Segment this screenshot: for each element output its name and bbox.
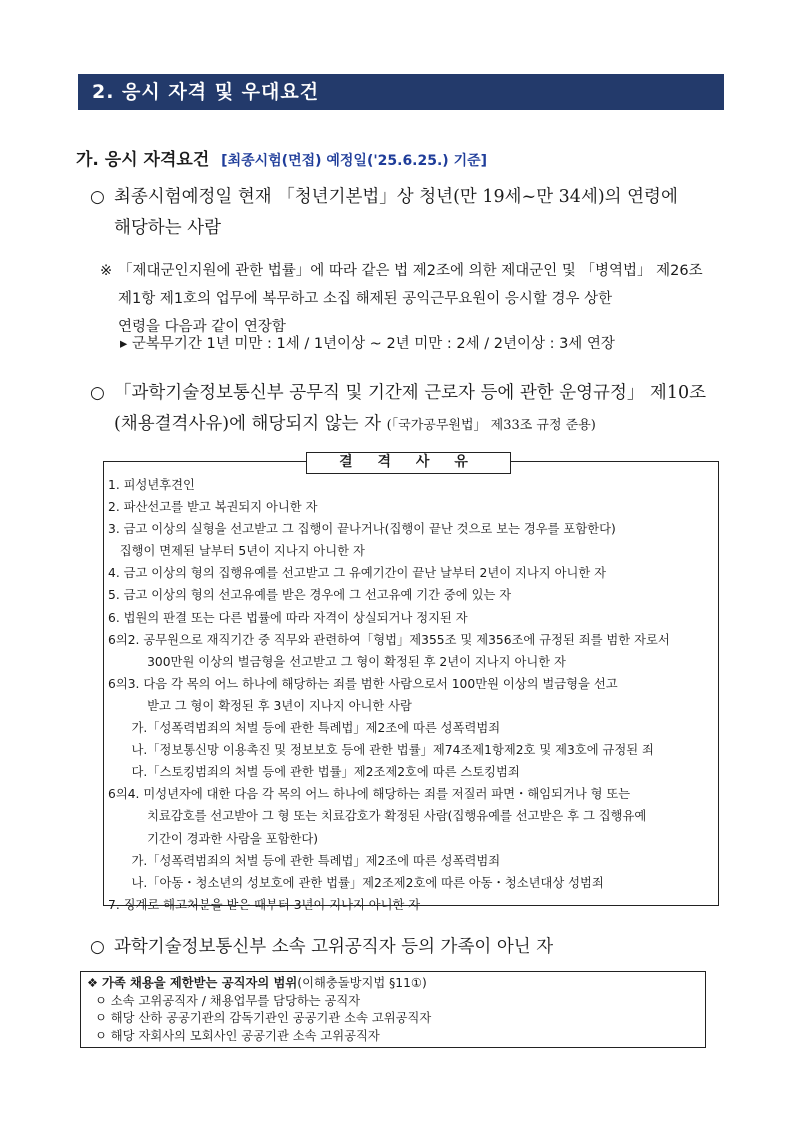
note-sub-item: ▸ 군복무기간 1년 미만 : 1세 / 1년이상 ~ 2년 미만 : 2세 / 2년이상 : 3세 연장 bbox=[120, 336, 615, 352]
disqualification-item: 나.「정보통신망 이용촉진 및 정보보호 등에 관한 법률」제74조제1항제2호 및 제3호에 규정된 죄 bbox=[108, 743, 654, 758]
disqualification-item: 5. 금고 이상의 형의 선고유예를 받은 경우에 그 선고유예 기간 중에 있는 자 bbox=[108, 588, 512, 603]
disqualification-item: 치료감호를 선고받아 그 형 또는 치료감호가 확정된 사람(집행유예를 선고받은 후 그 집행유예 bbox=[108, 809, 647, 824]
disqualification-item: 집행이 면제된 날부터 5년이 지나지 아니한 자 bbox=[108, 544, 365, 559]
veteran-note bbox=[100, 257, 730, 341]
bullet-family-restriction bbox=[90, 932, 730, 963]
reference-mark-icon: ※ bbox=[100, 263, 113, 279]
diamond-bullet-icon: ❖ bbox=[87, 976, 99, 990]
disqualification-item: 4. 금고 이상의 형의 집행유예를 선고받고 그 유예기간이 끝난 날부터 2년이 지나지 아니한 자 bbox=[108, 566, 607, 581]
disqualification-item: 6의4. 미성년자에 대한 다음 각 목의 어느 하나에 해당하는 죄를 저질러 파면・해임되거나 형 또는 bbox=[108, 787, 631, 802]
disqualification-item: 받고 그 형이 확정된 후 3년이 지나지 아니한 사람 bbox=[108, 698, 412, 713]
family-box-item: ㅇ 해당 산하 공공기관의 감독기관인 공공기관 소속 고위공직자 bbox=[95, 1011, 432, 1025]
family-restriction-box bbox=[80, 971, 706, 1048]
note-line-3: 연령을 다음과 같이 연장함 bbox=[118, 319, 286, 335]
sub-heading bbox=[76, 145, 487, 170]
disqualification-item: 다.「스토킹범죄의 처벌 등에 관한 법률」제2조제2호에 따른 스토킹범죄 bbox=[108, 765, 520, 780]
bullet-age-requirement bbox=[90, 182, 730, 244]
bullet-line-1: 최종시험예정일 현재 「청년기본법」상 청년(만 19세~만 34세)의 연령에 bbox=[114, 187, 678, 207]
disqualification-item: 6. 법원의 판결 또는 다른 법률에 따라 자격이 상실되거나 정지된 자 bbox=[108, 610, 468, 625]
sub-heading-title: 가. 응시 자격요건 bbox=[76, 150, 210, 170]
bullet-line-1: 과학기술정보통신부 소속 고위공직자 등의 가족이 아닌 자 bbox=[114, 937, 554, 957]
note-line-1: 「제대군인지원에 관한 법률」에 따라 같은 법 제2조에 의한 제대군인 및 「병역법」 제26조 bbox=[118, 263, 703, 279]
disqualification-item: 기간이 경과한 사람을 포함한다) bbox=[108, 831, 319, 846]
disqualification-item: 가.「성폭력범죄의 처벌 등에 관한 특례법」제2조에 따른 성폭력범죄 bbox=[108, 721, 501, 736]
family-box-heading-bold: 가족 채용을 제한받는 공직자의 범위 bbox=[101, 976, 298, 990]
bullet-line-2-note: (「국가공무원법」 제33조 규정 준용) bbox=[386, 418, 596, 433]
disqualification-item: 가.「성폭력범죄의 처벌 등에 관한 특례법」제2조에 따른 성폭력범죄 bbox=[108, 853, 501, 868]
disqualification-item: 6의2. 공무원으로 재직기간 중 직무와 관련하여「형법」제355조 및 제356조에 규정된 죄를 범한 자로서 bbox=[108, 632, 670, 647]
bullet-line-2: 해당하는 사람 bbox=[114, 218, 221, 238]
section-title: 2. 응시 자격 및 우대요건 bbox=[78, 74, 724, 110]
circle-bullet-icon: ○ bbox=[90, 187, 105, 207]
sub-heading-note: [최종시험(면접) 예정일('25.6.25.) 기준] bbox=[221, 153, 488, 169]
family-box-item: ㅇ 소속 고위공직자 / 채용업무를 담당하는 공직자 bbox=[95, 993, 361, 1008]
family-box-item: ㅇ 해당 자회사의 모회사인 공공기관 소속 고위공직자 bbox=[95, 1028, 380, 1043]
bullet-disqualification bbox=[90, 378, 730, 441]
family-box-items bbox=[87, 993, 699, 1046]
family-box-heading bbox=[87, 975, 699, 993]
disqualification-item: 3. 금고 이상의 실형을 선고받고 그 집행이 끝나거나(집행이 끝난 것으로 보는 경우를 포함한다) bbox=[108, 522, 616, 537]
disqualification-item: 300만원 이상의 벌금형을 선고받고 그 형이 확정된 후 2년이 지나지 아니한 자 bbox=[108, 654, 566, 669]
disqualification-box-title: 결 격 사 유 bbox=[306, 452, 511, 474]
bullet-line-2 bbox=[114, 409, 730, 441]
bullet-line-1: 「과학기술정보통신부 공무직 및 기간제 근로자 등에 관한 운영규정」 제10조 bbox=[114, 383, 707, 403]
disqualification-item: 7. 징계로 해고처분을 받은 때부터 3년이 지나지 아니한 자 bbox=[108, 897, 421, 912]
disqualification-list bbox=[108, 474, 714, 916]
disqualification-item: 2. 파산선고를 받고 복권되지 아니한 자 bbox=[108, 500, 318, 515]
disqualification-item: 1. 피성년후견인 bbox=[108, 478, 195, 492]
disqualification-item: 6의3. 다음 각 목의 어느 하나에 해당하는 죄를 범한 사람으로서 100만원 이상의 벌금형을 선고 bbox=[108, 676, 618, 691]
family-box-heading-ref: (이해충돌방지법 §11①) bbox=[297, 976, 427, 990]
note-line-2: 제1항 제1호의 업무에 복무하고 소집 해제된 공익근무요원이 응시할 경우 상한 bbox=[118, 291, 613, 307]
bullet-line-2-main: (채용결격사유)에 해당되지 않는 자 bbox=[114, 414, 382, 434]
circle-bullet-icon: ○ bbox=[90, 937, 105, 957]
circle-bullet-icon: ○ bbox=[90, 383, 105, 403]
disqualification-item: 나.「아동・청소년의 성보호에 관한 법률」제2조제2호에 따른 아동・청소년대상 성범죄 bbox=[108, 875, 604, 890]
